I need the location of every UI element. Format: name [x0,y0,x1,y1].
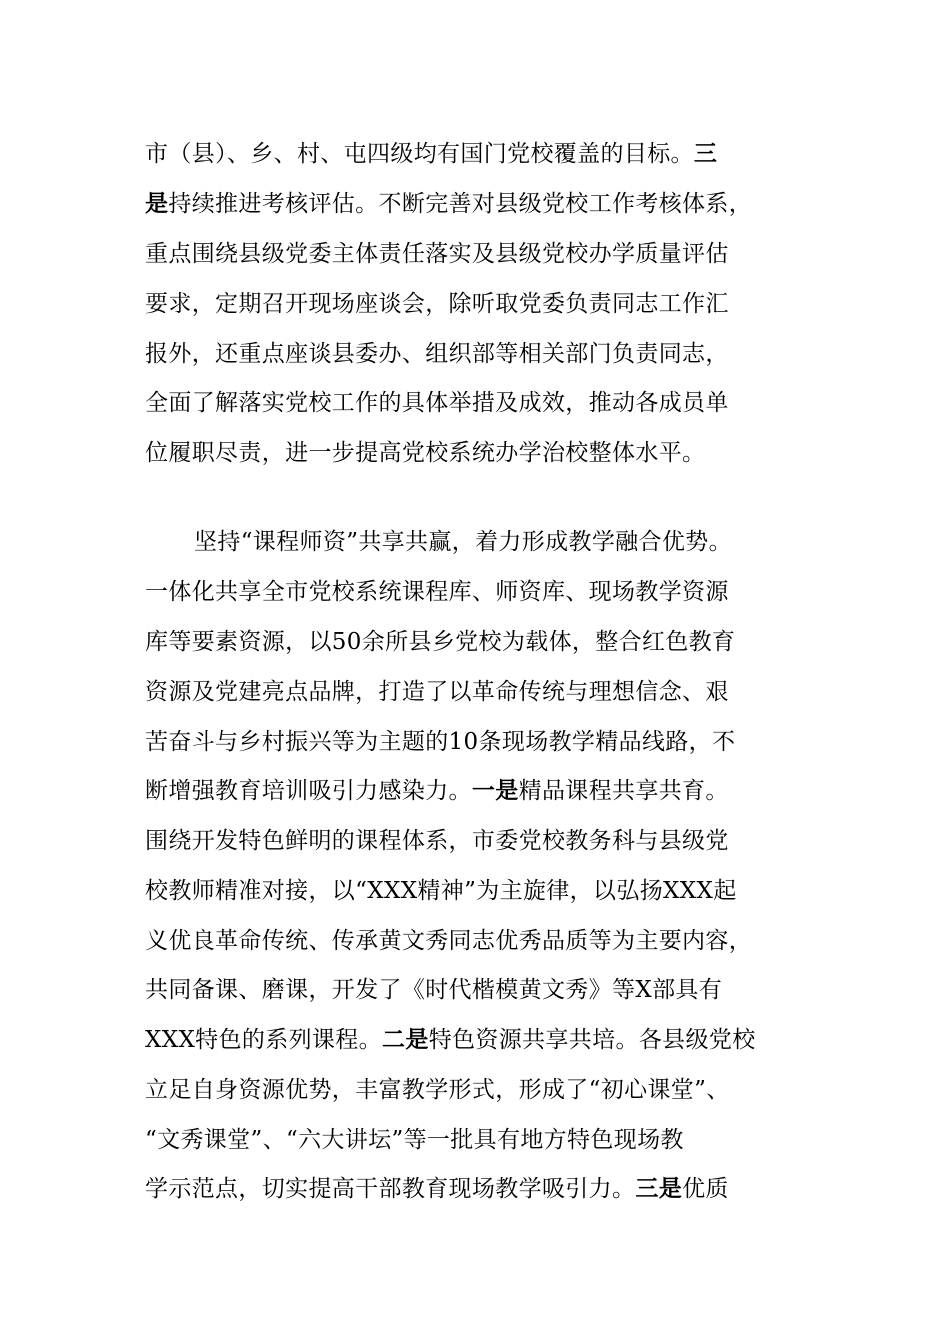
text-line [145,1114,805,1166]
text-run: 苦奋斗与乡村振兴等为主题的10条现场教学精品线路，不 [145,729,736,755]
text-run: 学示范点，切实提高干部教育现场教学吸引力。 [145,1176,636,1202]
text-line [145,815,805,867]
text-run: 位履职尽责，进一步提高党校系统办学治校整体水平。 [145,440,706,466]
text-run: 持续推进考核评估。不断完善对县级党校工作考核体系， [168,191,753,217]
text-line [145,964,805,1016]
text-run: 优质 [682,1176,729,1202]
text-run: 立足自身资源优势，丰富教学形式，形成了“初心课堂”、 [145,1077,730,1103]
text-line [145,616,805,668]
text-line [145,228,805,280]
bold-run: 三是 [635,1175,683,1202]
text-run: 校教师精准对接，以“XXX精神”为主旋律，以弘扬XXX起 [145,878,737,904]
text-line [145,865,805,917]
text-run: 精品课程共享共育。 [518,778,729,804]
text-line [145,716,805,768]
text-line [145,915,805,967]
text-run: 断增强教育培训吸引力感染力。 [145,778,472,804]
text-run: 重点围绕县级党委主体责任落实及县级党校办学质量评估 [145,241,729,267]
text-line [145,278,805,330]
text-line [145,178,805,230]
bold-run: 是 [145,190,169,217]
text-line [194,516,854,568]
text-line [145,128,805,180]
text-run: 特色资源共享共培。各县级党校 [428,1027,756,1053]
text-run: 共同备课、磨课，开发了《时代楷模黄文秀》等X部具有 [145,977,723,1003]
text-line [145,765,805,817]
text-run: 要求，定期召开现场座谈会，除听取党委负责同志工作汇 [145,291,729,317]
text-run: 库等要素资源，以50余所县乡党校为载体，整合红色教育 [145,629,736,655]
text-run: XXX特色的系列课程。 [145,1027,382,1053]
bold-run: 二是 [381,1026,429,1053]
text-run: “文秀课堂”、“六大讲坛”等一批具有地方特色现场教 [145,1127,684,1153]
text-run: 围绕开发特色鲜明的课程体系，市委党校教务科与县级党 [145,828,729,854]
text-run: 报外，还重点座谈县委办、组织部等相关部门负责同志， [145,341,729,367]
bold-run: 一是 [471,777,519,804]
text-run: 一体化共享全市党校系统课程库、师资库、现场教学资源 [145,579,729,605]
text-line [145,1014,805,1066]
text-run: 市（县）、乡、村、屯四级均有国门党校覆盖的目标。 [145,141,694,167]
bold-run: 三 [693,140,718,167]
text-line [145,427,805,479]
text-line [145,377,805,429]
text-run: 坚持“课程师资”共享共赢，着力形成教学融合优势。 [194,529,732,555]
text-line [145,1064,805,1116]
text-line [145,1163,805,1215]
text-line [145,666,805,718]
text-line [145,566,805,618]
text-run: 全面了解落实党校工作的具体举措及成效，推动各成员单 [145,390,729,416]
text-run: 资源及党建亮点品牌，打造了以革命传统与理想信念、艰 [145,679,729,705]
text-line [145,328,805,380]
text-run: 义优良革命传统、传承黄文秀同志优秀品质等为主要内容， [145,928,753,954]
